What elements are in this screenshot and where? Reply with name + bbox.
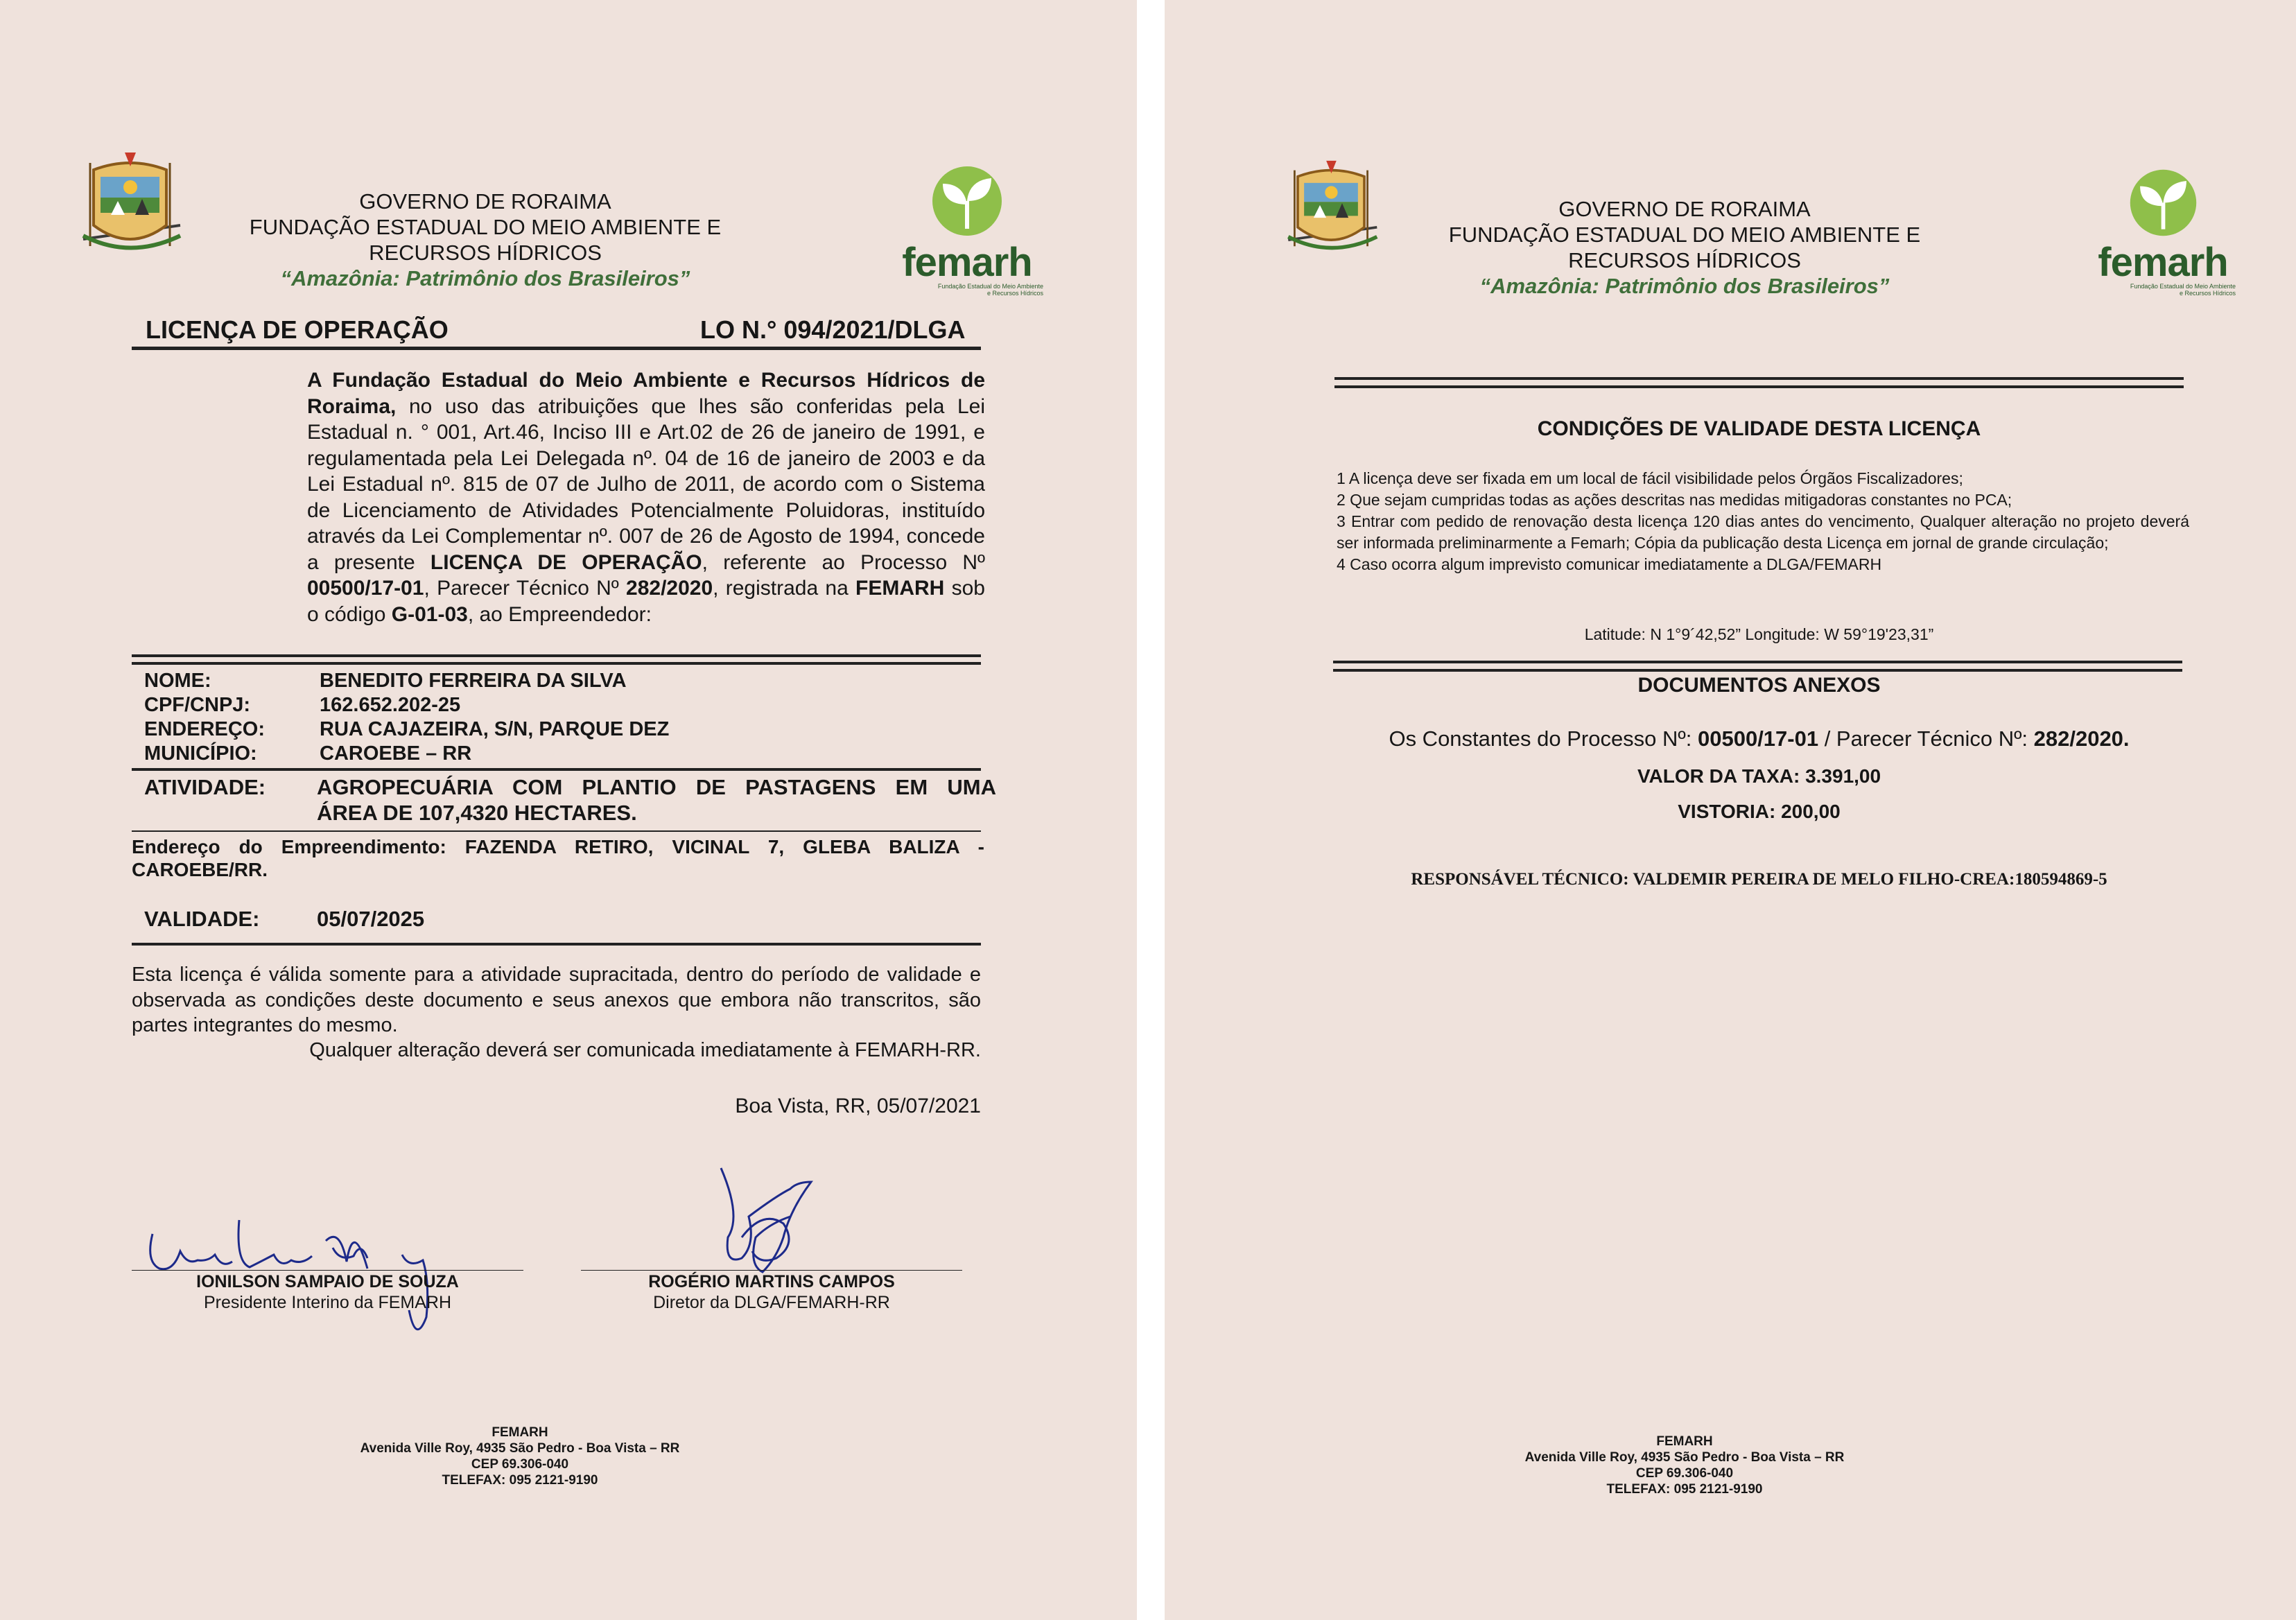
logo-subtitle-2: e Recursos Hídricos xyxy=(2179,290,2236,297)
signer-2 xyxy=(581,1271,962,1313)
logo-subtitle-1: Fundação Estadual do Meio Ambiente xyxy=(937,283,1043,290)
activity-label: ATIVIDADE: xyxy=(144,775,266,799)
field-value: 162.652.202-25 xyxy=(320,694,461,716)
intro-org: A Fundação Estadual do Meio Ambiente e Recursos Hídricos de Roraima, xyxy=(307,369,985,418)
document-title: LICENÇA DE OPERAÇÃO xyxy=(146,315,449,344)
intro-text-2: , referente ao Processo Nº xyxy=(702,550,986,574)
activity-line-2: ÁREA DE 107,4320 HECTARES. xyxy=(317,801,637,825)
page2-footer xyxy=(1477,1434,1893,1497)
footer-phone: TELEFAX: 095 2121-9190 xyxy=(1606,1482,1763,1497)
validity-label: VALIDADE: xyxy=(144,907,260,931)
annex-text xyxy=(1334,726,2184,752)
header-line-1: GOVERNO DE RORAIMA xyxy=(1558,197,1811,221)
footer-org: FEMARH xyxy=(1656,1434,1713,1449)
footer-org: FEMARH xyxy=(492,1425,548,1440)
field-label: MUNICÍPIO: xyxy=(144,742,257,765)
activity-rule xyxy=(132,830,981,832)
page1-footer xyxy=(312,1425,728,1488)
femarh-logo xyxy=(891,163,1043,297)
place-date: Boa Vista, RR, 05/07/2021 xyxy=(735,1095,981,1117)
closing-paragraph: Esta licença é válida somente para a atividade supracitada, dentro do período de validade e observada as condições deste documento e seus anexos que embora não transcritos, são partes integrantes do mesmo. xyxy=(132,964,981,1036)
signature-1 xyxy=(132,1178,520,1345)
signature-2 xyxy=(700,1154,839,1286)
footer-cep: CEP 69.306-040 xyxy=(1635,1466,1734,1481)
signer-2-role: Diretor da DLGA/FEMARH-RR xyxy=(653,1293,890,1312)
field-label: NOME: xyxy=(144,670,211,692)
annex-text-1: Os Constantes do Processo Nº: xyxy=(1389,726,1698,751)
leaf-icon xyxy=(2120,166,2207,239)
inspection-value: VISTORIA: 200,00 xyxy=(1678,801,1841,822)
enterprise-address-line-1: Endereço do Empreendimento: FAZENDA RETIRO, VICINAL 7, GLEBA BALIZA - xyxy=(132,836,984,857)
intro-femarh: FEMARH xyxy=(855,577,945,600)
header-line-3: RECURSOS HÍDRICOS xyxy=(1568,248,1801,272)
field-row xyxy=(144,669,768,693)
title-rule xyxy=(132,347,981,350)
coordinates: Latitude: N 1°9´42,52” Longitude: W 59°19'23,31” xyxy=(1584,625,1934,643)
field-value: CAROEBE – RR xyxy=(320,742,472,765)
intro-text-1: no uso das atribuições que lhes são conferidas pela Lei Estadual n. ° 001, Art.46, Inciso III e Art.02 de 26 de janeiro de 1991, e regulamentada pela Lei Delegada nº. 04 de 16 de janeiro de 2003 e da Lei Estadual nº. 815 de 07 de Julho de 2011, de acordo com o Sistema de Licenciamento de Atividades Potencialmente Poluidoras, instituído através da Lei Complementar nº. 007 de 26 de Agosto de 1994, concede a presente xyxy=(307,394,985,574)
header-text xyxy=(229,189,742,291)
document-number: LO N.° 094/2021/DLGA xyxy=(700,315,966,344)
header-text xyxy=(1428,196,1941,299)
footer-address: Avenida Ville Roy, 4935 São Pedro - Boa Vista – RR xyxy=(360,1441,680,1456)
intro-text-4: , registrada na xyxy=(713,577,856,600)
condition-item: 3 Entrar com pedido de renovação desta licença 120 dias antes do vencimento, Qualquer alteração no projeto deverá ser informada preliminarmente a Femarh; Cópia da publicação desta Licença em jornal de grande circulação; xyxy=(1337,512,2189,552)
signature-line-2 xyxy=(581,1270,962,1271)
state-coat-of-arms-icon xyxy=(69,149,191,267)
header-line-1: GOVERNO DE RORAIMA xyxy=(359,189,611,214)
intro-text-6: , ao Empreendedor: xyxy=(467,602,652,626)
license-page-2 xyxy=(1165,0,2296,1620)
signer-1 xyxy=(132,1271,523,1313)
annex-rule-top xyxy=(1333,661,2182,663)
conditions-rule-top-2 xyxy=(1334,385,2184,388)
footer-cep: CEP 69.306-040 xyxy=(471,1457,569,1472)
header-motto: “Amazônia: Patrimônio dos Brasileiros” xyxy=(1479,274,1890,298)
header-line-2: FUNDAÇÃO ESTADUAL DO MEIO AMBIENTE E xyxy=(249,215,722,239)
signer-2-name: ROGÉRIO MARTINS CAMPOS xyxy=(648,1272,895,1291)
annex-text-2: / Parecer Técnico Nº: xyxy=(1818,726,2034,751)
header-line-3: RECURSOS HÍDRICOS xyxy=(369,241,602,265)
logo-wordmark: femarh xyxy=(2098,240,2228,285)
fields-rule-top-2 xyxy=(132,662,981,665)
leaf-icon xyxy=(922,163,1012,239)
activity-line-1: AGROPECUÁRIA COM PLANTIO DE PASTAGENS EM UMA xyxy=(317,775,996,799)
enterprise-address-line-2: CAROEBE/RR. xyxy=(132,859,268,880)
logo-subtitle-2: e Recursos Hídricos xyxy=(986,290,1043,297)
intro-text-5: sob o código xyxy=(307,577,985,626)
field-value: RUA CAJAZEIRA, S/N, PARQUE DEZ xyxy=(320,718,670,740)
field-label: ENDEREÇO: xyxy=(144,718,266,740)
intro-process: 00500/17-01 xyxy=(307,577,424,600)
technical-responsible: RESPONSÁVEL TÉCNICO: VALDEMIR PEREIRA DE MELO FILHO-CREA:180594869-5 xyxy=(1411,870,2107,889)
femarh-logo xyxy=(2090,166,2236,297)
logo-subtitle-1: Fundação Estadual do Meio Ambiente xyxy=(2130,283,2236,290)
intro-code: G-01-03 xyxy=(391,602,468,626)
signer-1-role: Presidente Interino da FEMARH xyxy=(203,1293,452,1312)
intro-parecer: 282/2020 xyxy=(626,577,713,600)
fields-rule-top xyxy=(132,654,981,657)
field-label: CPF/CNPJ: xyxy=(144,694,251,716)
field-row xyxy=(144,717,768,742)
fields-rule-bottom xyxy=(132,768,981,771)
header-line-2: FUNDAÇÃO ESTADUAL DO MEIO AMBIENTE E xyxy=(1448,223,1921,247)
intro-paragraph xyxy=(307,367,985,627)
signature-line-1 xyxy=(132,1270,523,1271)
field-row xyxy=(144,742,768,766)
conditions-rule-top xyxy=(1334,377,2184,380)
condition-item: 1 A licença deve ser fixada em um local de fácil visibilidade pelos Órgãos Fiscalizadores; xyxy=(1337,469,1963,487)
footer-address: Avenida Ville Roy, 4935 São Pedro - Boa Vista – RR xyxy=(1524,1450,1845,1465)
annex-rule-top-2 xyxy=(1333,669,2182,672)
intro-license-type: LICENÇA DE OPERAÇÃO xyxy=(430,550,702,574)
entrepreneur-fields xyxy=(144,669,768,766)
license-page-1 xyxy=(0,0,1137,1620)
field-value: BENEDITO FERREIRA DA SILVA xyxy=(320,670,627,692)
validity-value: 05/07/2025 xyxy=(317,907,425,931)
conditions-title: CONDIÇÕES DE VALIDADE DESTA LICENÇA xyxy=(1537,417,1981,440)
condition-item: 2 Que sejam cumpridas todas as ações descritas nas medidas mitigadoras constantes no PCA; xyxy=(1337,491,2012,509)
validity-rule xyxy=(132,943,981,946)
field-row xyxy=(144,693,768,717)
signer-1-name: IONILSON SAMPAIO DE SOUZA xyxy=(196,1272,459,1291)
annex-title: DOCUMENTOS ANEXOS xyxy=(1637,674,1881,697)
fee-value: VALOR DA TAXA: 3.391,00 xyxy=(1637,765,1881,787)
annex-parecer: 282/2020. xyxy=(2033,726,2130,751)
header-motto: “Amazônia: Patrimônio dos Brasileiros” xyxy=(280,266,690,290)
condition-item: 4 Caso ocorra algum imprevisto comunicar imediatamente a DLGA/FEMARH xyxy=(1337,555,1882,573)
state-coat-of-arms-icon xyxy=(1276,156,1386,267)
conditions-list xyxy=(1337,468,2189,575)
closing-notice: Qualquer alteração deverá ser comunicada imediatamente à FEMARH-RR. xyxy=(309,1039,981,1061)
intro-text-3: , Parecer Técnico Nº xyxy=(424,577,627,600)
logo-wordmark: femarh xyxy=(902,240,1032,285)
footer-phone: TELEFAX: 095 2121-9190 xyxy=(442,1473,598,1488)
annex-process: 00500/17-01 xyxy=(1697,726,1819,751)
